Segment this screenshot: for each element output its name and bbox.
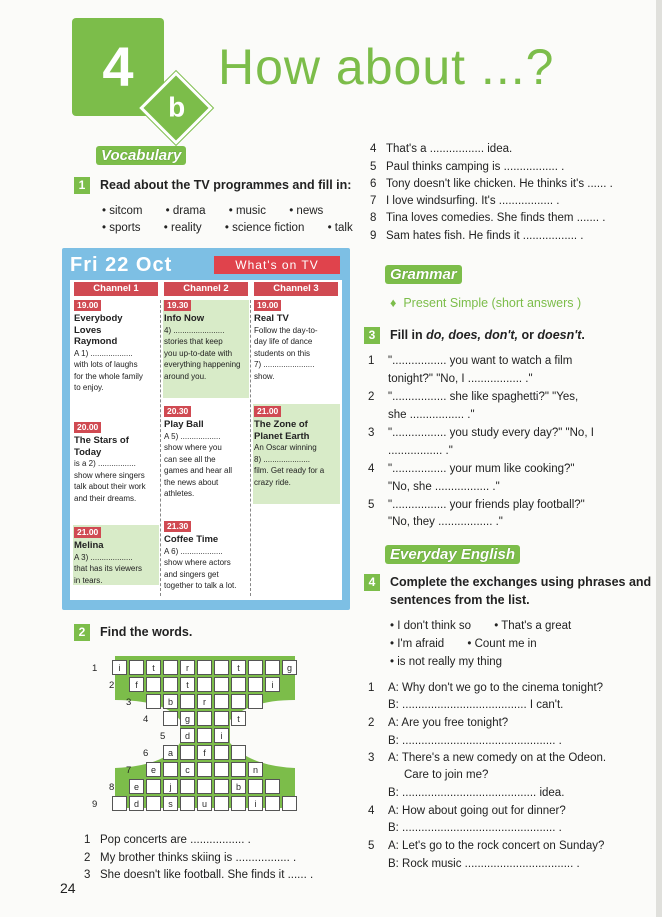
grid-cell[interactable] bbox=[231, 796, 246, 811]
program-line: show where singers bbox=[74, 470, 145, 480]
program-title: Info Now bbox=[164, 313, 205, 324]
exercise-2-number: 2 bbox=[74, 624, 90, 641]
grid-cell[interactable] bbox=[163, 677, 178, 692]
program-ch1-2 bbox=[74, 435, 158, 504]
grid-cell[interactable] bbox=[214, 745, 229, 760]
program-ch2-2 bbox=[164, 419, 248, 500]
program-title: Planet Earth bbox=[254, 430, 310, 442]
sentence-text: Sam hates fish. He finds it ................. . bbox=[386, 230, 584, 242]
phrase-item: is not really my thing bbox=[397, 656, 503, 668]
word-list-row1: • sitcom • drama • music • news bbox=[102, 205, 324, 217]
grid-row-number: 5 bbox=[160, 731, 166, 742]
program-line: is a 2) ................. bbox=[74, 459, 136, 468]
program-title: The Stars of bbox=[74, 435, 129, 446]
sentence-text: My brother thinks skiing is ................. . bbox=[100, 852, 297, 864]
grid-cell[interactable]: d bbox=[129, 796, 144, 811]
exercise-3-number: 3 bbox=[364, 327, 380, 344]
item-number: 4 bbox=[370, 143, 377, 155]
grid-cell[interactable]: t bbox=[231, 711, 246, 726]
item-number: 6 bbox=[370, 178, 377, 190]
grid-row-number: 9 bbox=[92, 799, 98, 810]
sentence-text: Tony doesn't like chicken. He thinks it's ...... . bbox=[386, 178, 613, 190]
grid-cell[interactable] bbox=[214, 762, 229, 777]
grammar-item-line: she ................. ." bbox=[388, 409, 475, 421]
phrase-list-row2: • I'm afraid • Count me in bbox=[390, 638, 537, 650]
grid-cell[interactable]: d bbox=[180, 728, 195, 743]
grid-cell[interactable]: a bbox=[163, 745, 178, 760]
program-title: Raymond bbox=[74, 336, 118, 347]
dialogue-number: 4 bbox=[368, 805, 375, 817]
dialogue-line-a: Care to join me? bbox=[404, 769, 489, 781]
grammar-item-line: tonight?" "No, I ................. ." bbox=[388, 373, 533, 385]
program-line: in tears. bbox=[74, 575, 103, 585]
grid-cell[interactable]: t bbox=[231, 660, 246, 675]
item-number: 8 bbox=[370, 212, 377, 224]
grid-cell[interactable] bbox=[146, 694, 161, 709]
everyday-english-heading: Everyday English bbox=[385, 545, 520, 564]
grid-cell[interactable]: s bbox=[163, 796, 178, 811]
program-line: A 6) ................... bbox=[164, 546, 223, 556]
dialogue-line-b: B: ................................................ . bbox=[388, 735, 562, 747]
dialogue-line-a: A: Why don't we go to the cinema tonight? bbox=[388, 682, 604, 694]
program-line: A 5) .................. bbox=[164, 431, 221, 441]
grid-cell[interactable] bbox=[180, 796, 195, 811]
program-line: show where you bbox=[164, 443, 222, 452]
grid-cell[interactable]: j bbox=[163, 779, 178, 794]
grid-cell[interactable] bbox=[197, 762, 212, 777]
program-title: Real TV bbox=[254, 313, 289, 324]
item-number: 2 bbox=[368, 391, 375, 403]
grid-cell[interactable]: f bbox=[197, 745, 212, 760]
sentence-7 bbox=[370, 195, 559, 207]
grid-cell[interactable] bbox=[231, 694, 246, 709]
grid-cell[interactable]: f bbox=[129, 677, 144, 692]
program-title: Everybody bbox=[74, 313, 123, 324]
program-ch1-3 bbox=[74, 540, 158, 586]
grid-cell[interactable] bbox=[112, 796, 127, 811]
grid-cell[interactable]: e bbox=[129, 779, 144, 794]
exercise-4-number: 4 bbox=[364, 574, 380, 591]
program-time: 20.30 bbox=[164, 406, 191, 417]
sentence-text: That's a ................. idea. bbox=[386, 143, 513, 155]
program-line: everything happening bbox=[164, 360, 241, 369]
grid-row-number: 7 bbox=[126, 765, 132, 776]
dialogue-line-a: A: Let's go to the rock concert on Sunday? bbox=[388, 840, 605, 852]
dialogue-number: 2 bbox=[368, 717, 375, 729]
program-ch2-1 bbox=[164, 313, 248, 382]
dialogue-line-b: B: ....................................... I can't. bbox=[388, 699, 564, 711]
program-line: games and hear all bbox=[164, 466, 233, 475]
program-time: 21.00 bbox=[254, 406, 281, 417]
program-line: athletes. bbox=[164, 489, 195, 498]
program-line: A 1) ................... bbox=[74, 348, 133, 358]
grid-cell[interactable] bbox=[265, 779, 280, 794]
sentence-text: Pop concerts are ................. . bbox=[100, 834, 251, 846]
grid-cell[interactable] bbox=[248, 694, 263, 709]
program-time: 21.30 bbox=[164, 521, 191, 532]
grid-cell[interactable]: i bbox=[112, 660, 127, 675]
grid-row-number: 4 bbox=[143, 714, 149, 725]
grid-cell[interactable] bbox=[146, 779, 161, 794]
tv-listings bbox=[70, 280, 342, 600]
grid-cell[interactable] bbox=[214, 660, 229, 675]
grid-cell[interactable] bbox=[197, 779, 212, 794]
dialogue-line-b: B: ................................................ . bbox=[388, 822, 562, 834]
sentence-text: Tina loves comedies. She finds them ....... . bbox=[386, 212, 606, 224]
dialogue-line-b: B: .......................................... idea. bbox=[388, 787, 565, 799]
program-line: day life of dance bbox=[254, 337, 313, 346]
program-line: and their dreams. bbox=[74, 493, 137, 503]
program-title: Today bbox=[74, 446, 102, 458]
program-line: together to talk a lot. bbox=[164, 581, 237, 590]
grammar-item-3 bbox=[368, 427, 374, 439]
program-line: for the whole family bbox=[74, 371, 143, 381]
program-line: with lots of laughs bbox=[74, 360, 138, 369]
grammar-item-line: "................. your friends play football?" bbox=[388, 499, 585, 511]
grid-cell[interactable]: r bbox=[197, 694, 212, 709]
exercise-1-number: 1 bbox=[74, 177, 90, 194]
channel-1-header: Channel 1 bbox=[74, 282, 158, 296]
grammar-item-line: "................. you study every day?" "No, I bbox=[388, 427, 594, 439]
whats-on-tv-banner: What's on TV bbox=[214, 256, 340, 274]
sentence-4 bbox=[370, 143, 512, 155]
grammar-topic: ♦ Present Simple (short answers ) bbox=[390, 296, 582, 310]
grammar-item-5 bbox=[368, 499, 374, 511]
grid-cell[interactable] bbox=[214, 796, 229, 811]
word-item: sitcom bbox=[109, 205, 143, 217]
grid-cell[interactable] bbox=[197, 728, 212, 743]
word-item: science fiction bbox=[232, 222, 305, 234]
grid-cell[interactable] bbox=[163, 762, 178, 777]
program-line: 7) ....................... bbox=[254, 360, 315, 369]
program-time: 19.00 bbox=[254, 300, 281, 311]
phrase-item: I'm afraid bbox=[397, 638, 445, 650]
grid-cell[interactable] bbox=[248, 677, 263, 692]
program-line: and singers get bbox=[164, 569, 219, 579]
phrase-list-row1: • I don't think so • That's a great bbox=[390, 620, 572, 632]
page-number: 24 bbox=[60, 880, 76, 896]
word-item: talk bbox=[334, 222, 353, 234]
grammar-heading: Grammar bbox=[385, 265, 462, 284]
item-number: 5 bbox=[368, 499, 375, 511]
instruction-italic: do, does, don't, bbox=[426, 328, 518, 342]
word-item: sports bbox=[109, 222, 141, 234]
sentence-3 bbox=[84, 869, 313, 881]
grid-cell[interactable] bbox=[231, 762, 246, 777]
grid-row-number: 1 bbox=[92, 663, 98, 674]
grammar-item-line: ................. ." bbox=[388, 445, 453, 457]
program-ch2-3 bbox=[164, 534, 248, 592]
dialogue-line-a: A: Are you free tonight? bbox=[388, 717, 509, 729]
tv-schedule-panel bbox=[62, 248, 350, 610]
grid-cell[interactable]: i bbox=[214, 728, 229, 743]
unit-number: 4 bbox=[102, 35, 134, 98]
grid-row-number: 6 bbox=[143, 748, 149, 759]
grid-cell[interactable] bbox=[146, 677, 161, 692]
sentence-9 bbox=[370, 230, 584, 242]
sentence-8 bbox=[370, 212, 605, 224]
item-number: 2 bbox=[84, 852, 91, 864]
instruction-italic: doesn't bbox=[537, 328, 582, 342]
grid-cell[interactable]: i bbox=[265, 677, 280, 692]
grid-row-number: 8 bbox=[109, 782, 115, 793]
item-number: 3 bbox=[84, 869, 91, 881]
grid-cell[interactable] bbox=[282, 796, 297, 811]
instruction-text: Fill in bbox=[390, 328, 427, 342]
word-item: drama bbox=[172, 205, 206, 217]
grammar-item-line: "................. your mum like cooking?" bbox=[388, 463, 575, 475]
program-title: Loves bbox=[74, 324, 102, 336]
dialogue-line-a: A: There's a new comedy on at the Odeon. bbox=[388, 752, 607, 764]
program-line: film. Get ready for a bbox=[254, 466, 325, 475]
program-line: the news about bbox=[164, 477, 219, 487]
exercise-2-instruction: Find the words. bbox=[100, 625, 193, 639]
word-item: music bbox=[235, 205, 266, 217]
program-line: show. bbox=[254, 371, 275, 381]
program-time: 21.00 bbox=[74, 527, 101, 538]
program-time: 20.00 bbox=[74, 422, 101, 433]
grammar-item-1 bbox=[368, 355, 374, 367]
grammar-item-line: "No, they ................. ." bbox=[388, 516, 503, 528]
grid-row-number: 3 bbox=[126, 697, 132, 708]
sentence-text: Paul thinks camping is ................. . bbox=[386, 161, 565, 173]
grid-cell[interactable] bbox=[197, 660, 212, 675]
program-line: A 3) ................... bbox=[74, 552, 133, 562]
grid-cell[interactable] bbox=[214, 779, 229, 794]
program-line: to enjoy. bbox=[74, 383, 104, 392]
word-item: news bbox=[296, 205, 324, 217]
item-number: 1 bbox=[84, 834, 91, 846]
grid-cell[interactable]: t bbox=[146, 660, 161, 675]
grid-cell[interactable] bbox=[197, 677, 212, 692]
program-line: Follow the day-to- bbox=[254, 325, 318, 335]
tv-date: Fri 22 Oct bbox=[70, 254, 173, 276]
program-time: 19.00 bbox=[74, 300, 101, 311]
item-number: 4 bbox=[368, 463, 375, 475]
item-number: 3 bbox=[368, 427, 375, 439]
program-title: Play Ball bbox=[164, 419, 204, 430]
program-line: talk about their work bbox=[74, 482, 146, 491]
word-list-row2: • sports • reality • science fiction • talk bbox=[102, 222, 353, 234]
exercise-1-instruction: Read about the TV programmes and fill in: bbox=[100, 178, 352, 192]
sentence-text: She doesn't like football. She finds it ...... . bbox=[100, 869, 314, 881]
program-line: show where actors bbox=[164, 558, 231, 567]
word-item: reality bbox=[171, 222, 202, 234]
program-line: that has its viewers bbox=[74, 564, 143, 573]
phrase-item: That's a great bbox=[501, 620, 572, 632]
dialogue-line-b: B: Rock music .................................. . bbox=[388, 858, 580, 870]
sentence-5 bbox=[370, 161, 564, 173]
exercise-3-instruction bbox=[390, 328, 585, 342]
grid-cell[interactable] bbox=[197, 711, 212, 726]
dialogue-number: 5 bbox=[368, 840, 375, 852]
grid-cell[interactable] bbox=[180, 694, 195, 709]
phrase-item: Count me in bbox=[474, 638, 537, 650]
grid-row-number: 2 bbox=[109, 680, 115, 691]
grid-cell[interactable] bbox=[265, 660, 280, 675]
grid-cell[interactable] bbox=[146, 796, 161, 811]
program-ch3-1 bbox=[254, 313, 338, 382]
dialogue-number: 3 bbox=[368, 752, 375, 764]
grid-cell[interactable]: i bbox=[248, 796, 263, 811]
grammar-item-line: "................. she like spaghetti?" "Yes, bbox=[388, 391, 579, 403]
program-line: students on this bbox=[254, 348, 311, 358]
grid-cell[interactable] bbox=[163, 711, 178, 726]
phrase-list-row3: • is not really my thing bbox=[390, 656, 503, 668]
grid-cell[interactable] bbox=[248, 660, 263, 675]
program-line: you up-to-date with bbox=[164, 348, 233, 358]
item-number: 7 bbox=[370, 195, 377, 207]
grammar-item-2 bbox=[368, 391, 374, 403]
grid-cell[interactable] bbox=[231, 745, 246, 760]
grid-cell[interactable]: u bbox=[197, 796, 212, 811]
grammar-topic-text: Present Simple (short answers ) bbox=[403, 296, 582, 310]
page-edge bbox=[656, 0, 662, 917]
grid-cell[interactable] bbox=[231, 677, 246, 692]
program-line: crazy ride. bbox=[254, 477, 291, 487]
exercise-4-instruction: Complete the exchanges using phrases and bbox=[390, 575, 652, 589]
grid-cell[interactable] bbox=[265, 796, 280, 811]
program-ch3-2 bbox=[254, 419, 338, 488]
grid-cell[interactable] bbox=[163, 660, 178, 675]
program-line: An Oscar winning bbox=[254, 443, 317, 452]
channel-3-header: Channel 3 bbox=[254, 282, 338, 296]
grid-cell[interactable] bbox=[248, 779, 263, 794]
item-number: 9 bbox=[370, 230, 377, 242]
channel-2-header: Channel 2 bbox=[164, 282, 248, 296]
column-divider bbox=[160, 300, 161, 596]
grid-cell[interactable]: g bbox=[180, 711, 195, 726]
instruction-text: or bbox=[517, 328, 538, 342]
grid-cell[interactable] bbox=[214, 711, 229, 726]
exercise-4-instruction: sentences from the list. bbox=[390, 593, 530, 607]
grid-cell[interactable] bbox=[214, 694, 229, 709]
grid-cell[interactable]: n bbox=[248, 762, 263, 777]
sentence-6 bbox=[370, 178, 613, 190]
program-line: around you. bbox=[164, 371, 207, 381]
program-line: can see all the bbox=[164, 454, 216, 464]
sentence-text: I love windsurfing. It's ................. . bbox=[386, 195, 560, 207]
grid-cell[interactable]: e bbox=[146, 762, 161, 777]
grammar-item-4 bbox=[368, 463, 374, 475]
grid-cell[interactable]: b bbox=[163, 694, 178, 709]
item-number: 1 bbox=[368, 355, 375, 367]
grid-cell[interactable] bbox=[180, 779, 195, 794]
program-title: Melina bbox=[74, 540, 104, 551]
grammar-item-line: "No, she ................. ." bbox=[388, 481, 500, 493]
unit-letter: b bbox=[168, 91, 186, 123]
program-title: The Zone of bbox=[254, 419, 308, 430]
grid-cell[interactable]: c bbox=[180, 762, 195, 777]
program-line: stories that keep bbox=[164, 337, 223, 346]
program-ch1-1 bbox=[74, 313, 158, 394]
dialogue-line-a: A: How about going out for dinner? bbox=[388, 805, 566, 817]
grid-cell[interactable]: g bbox=[282, 660, 297, 675]
column-divider bbox=[250, 300, 251, 596]
dialogue-number: 1 bbox=[368, 682, 375, 694]
grid-cell[interactable] bbox=[129, 660, 144, 675]
grid-cell[interactable]: r bbox=[180, 660, 195, 675]
sentence-1 bbox=[84, 834, 251, 846]
grid-cell[interactable]: t bbox=[180, 677, 195, 692]
grid-cell[interactable] bbox=[214, 677, 229, 692]
grid-cell[interactable]: b bbox=[231, 779, 246, 794]
phrase-item: I don't think so bbox=[397, 620, 472, 632]
item-number: 5 bbox=[370, 161, 377, 173]
grid-cell[interactable] bbox=[180, 745, 195, 760]
vocabulary-heading: Vocabulary bbox=[96, 146, 186, 165]
program-time: 19.30 bbox=[164, 300, 191, 311]
grammar-item-line: "................. you want to watch a film bbox=[388, 355, 573, 367]
page-title: How about ...? bbox=[218, 39, 555, 95]
program-line: 4) ....................... bbox=[164, 325, 225, 335]
sentence-2 bbox=[84, 852, 296, 864]
instruction-text: . bbox=[581, 328, 585, 342]
program-line: 8) ..................... bbox=[254, 454, 311, 464]
program-title: Coffee Time bbox=[164, 534, 219, 545]
